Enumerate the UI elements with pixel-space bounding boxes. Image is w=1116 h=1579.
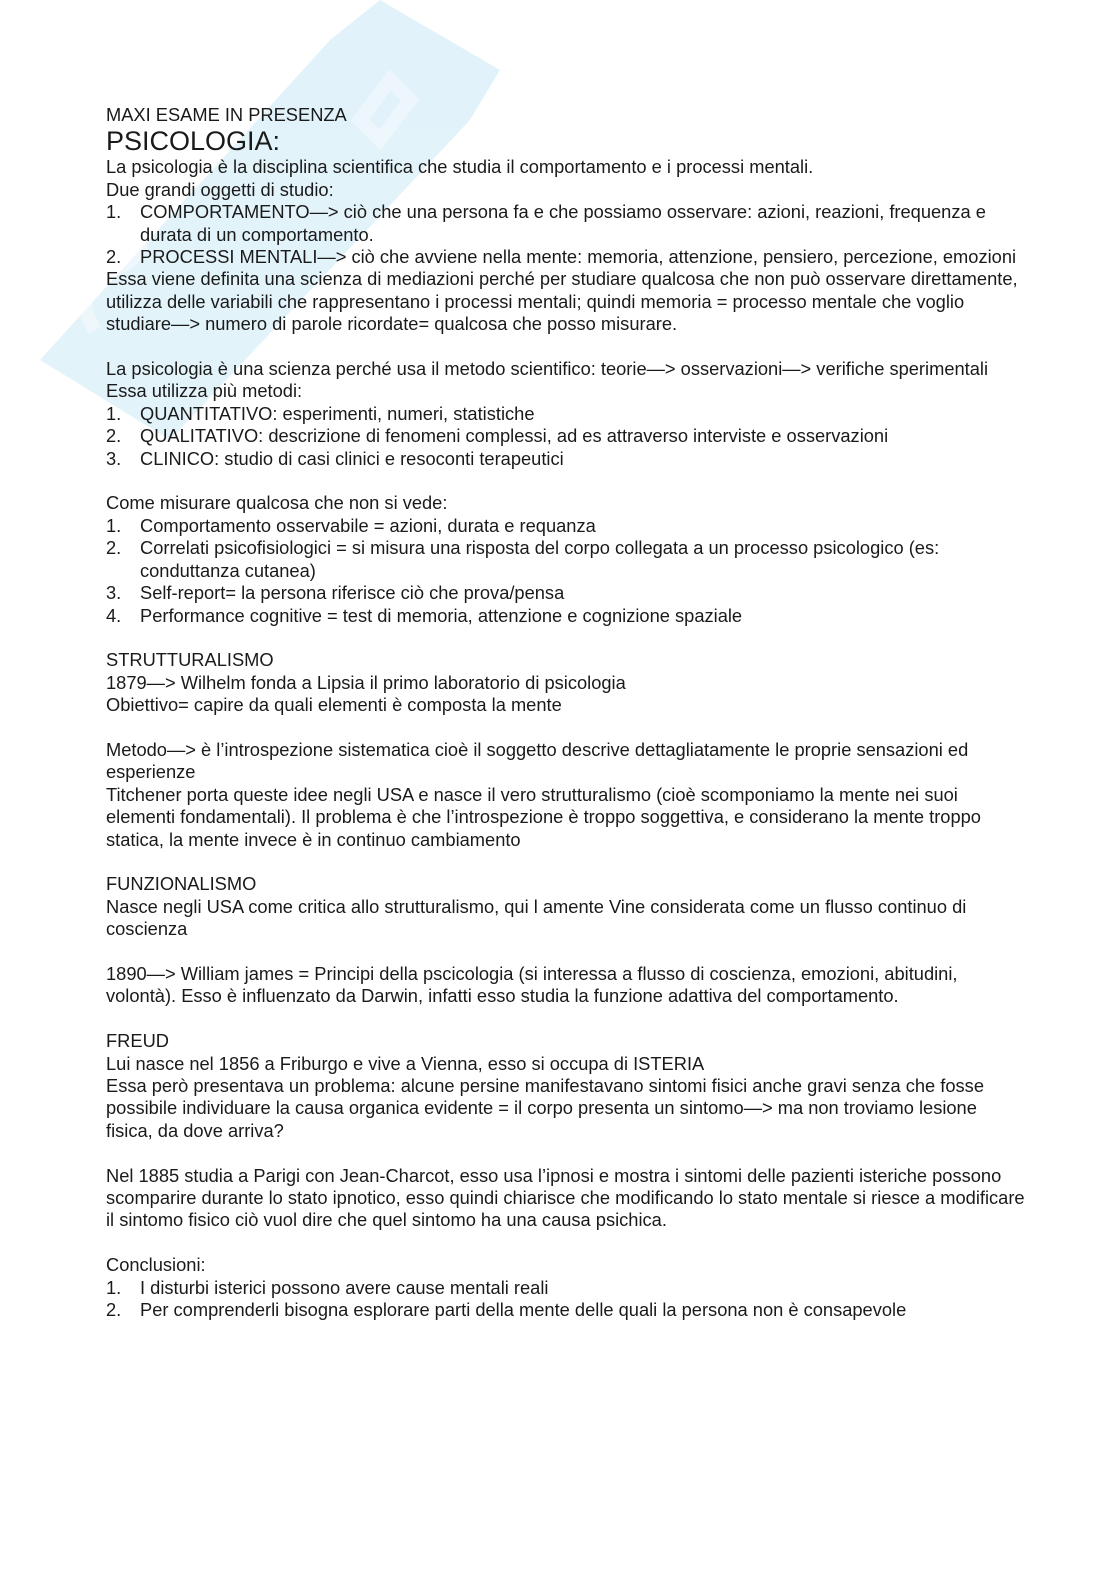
list-item: 2. Per comprenderli bisogna esplorare parti della mente delle quali la persona non è consapevole — [106, 1298, 907, 1320]
list-item: 3. Self-report= la persona riferisce ciò che prova/pensa — [106, 582, 565, 604]
conclusions-label: Conclusioni: — [106, 1254, 206, 1276]
intro-paragraph-1: La psicologia è la disciplina scientifica che studia il comportamento e i processi mentali. — [106, 156, 814, 178]
list-item: 2. PROCESSI MENTALI—> ciò che avviene nella mente: memoria, attenzione, pensiero, percezione, emozioni — [106, 246, 1017, 268]
freud-paragraph-1: Lui nasce nel 1856 a Friburgo e vive a Vienna, esso si occupa di ISTERIA — [106, 1052, 705, 1074]
intro-paragraph-2: Due grandi oggetti di studio: — [106, 178, 334, 200]
list-item: 1. Comportamento osservabile = azioni, durata e requanza — [106, 514, 596, 536]
section-heading-strutturalismo: STRUTTURALISMO — [106, 649, 274, 671]
measure-paragraph: Come misurare qualcosa che non si vede: — [106, 492, 448, 514]
list-item: 2. QUALITATIVO: descrizione di fenomeni complessi, ad es attraverso interviste e osservazioni — [106, 425, 889, 447]
strutturalismo-paragraph-3: Metodo—> è l’introspezione sistematica cioè il soggetto descrive dettagliatamente le proprie sensazioni ed esperienze — [106, 738, 969, 783]
methods-paragraph-2: Essa utilizza più metodi: — [106, 380, 303, 402]
funzionalismo-paragraph-1: Nasce negli USA come critica allo strutturalismo, qui l amente Vine considerata come un flusso continuo di coscienza — [106, 895, 967, 940]
list-item: 1. I disturbi isterici possono avere cause mentali reali — [106, 1276, 549, 1298]
strutturalismo-paragraph-1: 1879—> Wilhelm fonda a Lipsia il primo laboratorio di psicologia — [106, 671, 626, 693]
header-text: MAXI ESAME IN PRESENZA — [106, 104, 347, 125]
list-item: 3. CLINICO: studio di casi clinici e resoconti terapeutici — [106, 447, 564, 469]
funzionalismo-paragraph-2: 1890—> William james = Principi della pscicologia (si interessa a flusso di coscienza, emozioni, abitudini, volontà). Esso è influenzato da Darwin, infatti esso studia la funzione adattiva del comportamento. — [106, 962, 958, 1007]
freud-paragraph-3: Nel 1885 studia a Parigi con Jean-Charcot, esso usa l’ipnosi e mostra i sintomi delle pazienti isteriche possono scomparire durante lo stato ipnotico, esso quindi chiarisce che modificando lo stato mentale si riesce a modificare il sintomo fisico ciò vuol dire che quel sintomo ha una causa psichica. — [106, 1164, 1025, 1231]
page-title: PSICOLOGIA: — [106, 126, 281, 157]
methods-list — [106, 403, 1026, 470]
measure-list — [106, 515, 1026, 627]
study-objects-list — [106, 201, 1026, 268]
methods-paragraph-1: La psicologia è una scienza perché usa il metodo scientifico: teorie—> osservazioni—> verifiche sperimentali — [106, 358, 989, 380]
strutturalismo-paragraph-2: Obiettivo= capire da quali elementi è composta la mente — [106, 694, 562, 716]
intro-paragraph-3: Essa viene definita una scienza di mediazioni perché per studiare qualcosa che non può osservare direttamente, utilizza delle variabili che rappresentano i processi mentali; quindi memoria = processo mentale che voglio studiare—> numero di parole ricordate= qualcosa che posso misurare. — [106, 268, 1018, 335]
list-item: 2. Correlati psicofisiologici = si misura una risposta del corpo collegata a un processo psicologico (es: conduttanza cutanea) — [106, 537, 940, 581]
document-body — [106, 104, 1026, 1321]
freud-paragraph-2: Essa però presentava un problema: alcune persine manifestavano sintomi fisici anche gravi senza che fosse possibile individuare la causa organica evidente = il corpo presenta un sintomo—> ma non troviamo lesione fisica, da dove arriva? — [106, 1074, 984, 1141]
section-heading-funzionalismo: FUNZIONALISMO — [106, 873, 257, 895]
list-item: 1. COMPORTAMENTO—> ciò che una persona fa e che possiamo osservare: azioni, reazioni, frequenza e durata di un comportamento. — [106, 201, 986, 245]
list-item: 4. Performance cognitive = test di memoria, attenzione e cognizione spaziale — [106, 604, 743, 626]
conclusions-list — [106, 1277, 1026, 1322]
strutturalismo-paragraph-4: Titchener porta queste idee negli USA e nasce il vero strutturalismo (cioè scomponiamo la mente nei suoi elementi fondamentali). Il problema è che l’introspezione è troppo soggettiva, e considerano la mente troppo statica, la mente invece è in continuo cambiamento — [106, 783, 981, 850]
list-item: 1. QUANTITATIVO: esperimenti, numeri, statistiche — [106, 402, 535, 424]
section-heading-freud: FREUD — [106, 1030, 169, 1052]
